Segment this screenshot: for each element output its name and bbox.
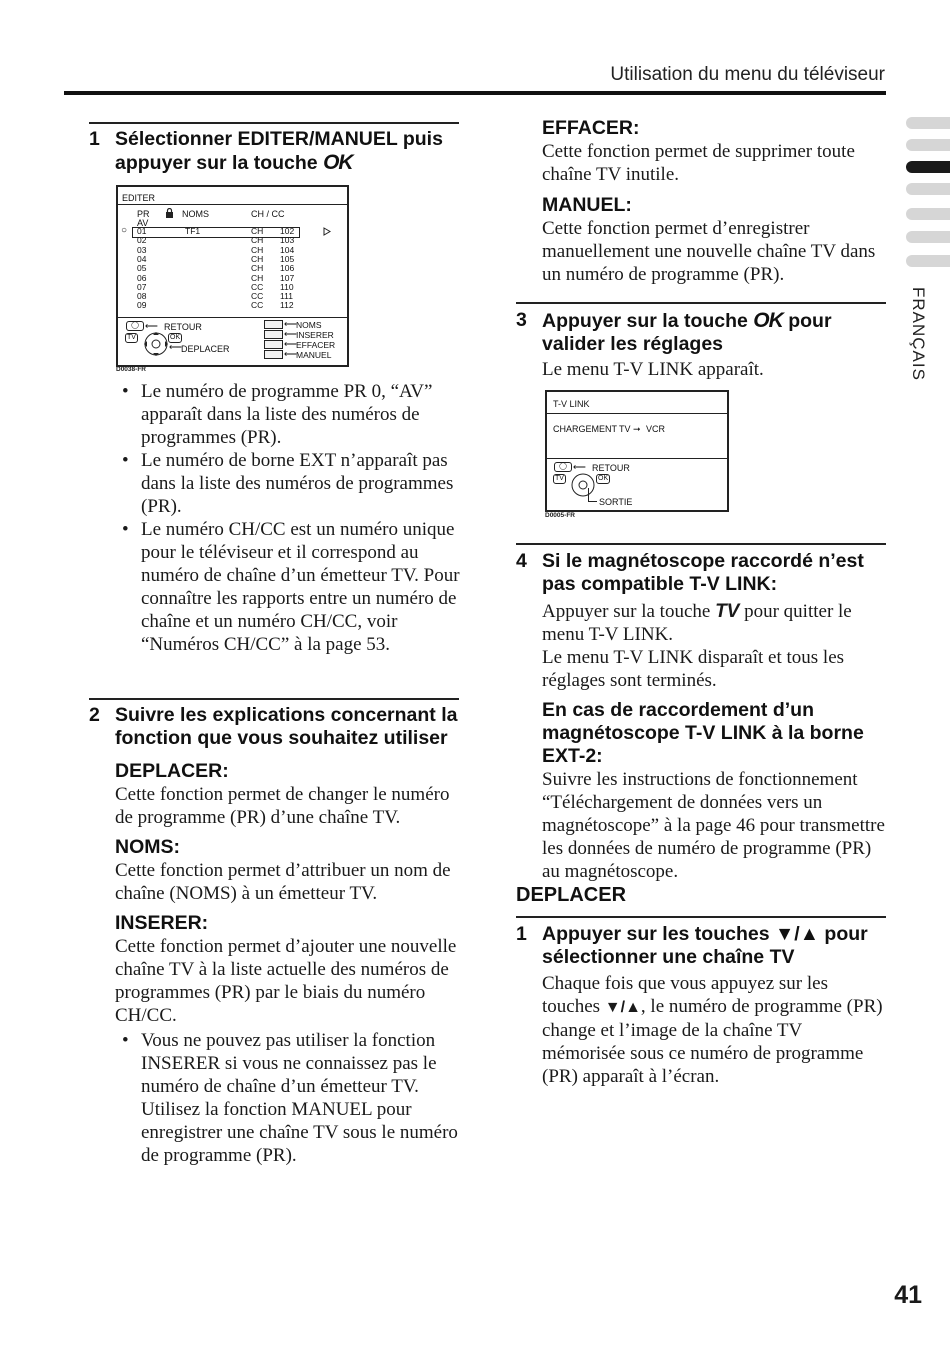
manuel-body: Cette fonction permet d’enregistrer manuellement une nouvelle chaîne TV dans un numéro de programme (PR).	[542, 218, 876, 285]
channel-cell: CH	[251, 244, 264, 255]
page-header-title: Utilisation du menu du téléviseur	[610, 64, 885, 85]
manuel-title: MANUEL:	[542, 194, 632, 216]
triangle-right-icon	[323, 227, 331, 238]
step-number: 1	[89, 127, 100, 150]
channel-cell: CH	[251, 272, 264, 283]
return-key-icon: ◯	[554, 462, 572, 472]
side-tab-bar	[906, 117, 950, 129]
legend-label: EFFACER	[296, 340, 336, 350]
color-key-swatch	[264, 350, 283, 359]
body-text: pour quitter le menu T-V LINK.	[542, 600, 852, 645]
channel-cell: CH	[251, 226, 264, 236]
page-number: 41	[894, 1281, 922, 1309]
channel-cell: 05	[137, 263, 147, 274]
vcr-label: VCR	[646, 424, 666, 434]
color-key-swatch	[264, 340, 283, 349]
step-4-section	[516, 543, 886, 883]
step-number: 4	[516, 549, 527, 572]
channel-cell: 112	[280, 300, 294, 311]
section-rule	[516, 916, 886, 918]
step-text: Appuyer sur la touche	[542, 309, 754, 332]
deplacer-heading: DEPLACER	[516, 884, 627, 906]
ok-key-glyph: OK	[753, 308, 783, 332]
header-rule	[64, 91, 886, 95]
arrow-left-icon: ⟵	[145, 321, 158, 331]
tv-key-glyph: TV	[715, 600, 740, 622]
arrow-right-icon: ➞	[633, 424, 641, 434]
section-rule	[516, 302, 886, 304]
bullet-item: • Le numéro CH/CC est un numéro unique pour le téléviseur et il correspond au numéro de chaîne d’un émetteur TV. Pour connaître les rapports entre un numéro de chaîne et un numéro CH/CC, voir “Numéros CH/CC” à la page 53.	[115, 518, 460, 656]
step-4-body	[542, 600, 886, 646]
step-number: 3	[516, 308, 527, 331]
bullet-list	[115, 380, 460, 656]
legend-label: MANUEL	[296, 350, 332, 360]
inserer-body: Cette fonction permet d’ajouter une nouvelle chaîne TV à la liste actuelle des numéros de programmes (PR) par le biais du numéro CH/CC.	[115, 935, 457, 1026]
inserer-title: INSERER:	[115, 911, 209, 934]
down-up-keys-glyph: ▼/▲	[604, 998, 641, 1016]
language-label: FRANÇAIS	[909, 287, 928, 381]
sortie-label: SORTIE	[599, 497, 633, 507]
channel-cell: CC	[251, 281, 264, 292]
body-text: Appuyer sur la touche	[542, 600, 716, 622]
tv-label: TV	[619, 424, 631, 434]
channel-cell: 111	[280, 291, 293, 302]
circle-cursor-icon: ○	[121, 225, 128, 236]
side-tab-bar	[906, 139, 950, 151]
dpad-icon	[570, 470, 596, 502]
av-row-label: AV	[137, 218, 149, 228]
bullet-item: • Le numéro de programme PR 0, “AV” apparaît dans la liste des numéros de programmes (PR).	[115, 380, 460, 449]
column-header-names: NOMS	[182, 209, 209, 219]
section-rule	[89, 122, 459, 124]
step-3-body: Le menu T-V LINK apparaît.	[542, 358, 764, 380]
chargement-label: CHARGEMENT	[553, 424, 618, 434]
step-4-body-2: Le menu T-V LINK disparaît et tous les réglages sont terminés.	[542, 646, 845, 691]
step-3-section	[516, 302, 886, 381]
step-2-section	[89, 698, 459, 1167]
channel-cell: 104	[280, 244, 295, 255]
channel-cell: CH	[251, 253, 264, 264]
color-key-swatch	[264, 320, 283, 329]
step-text: Si le magnétoscope raccordé n’est pas compatible T-V LINK:	[542, 549, 864, 595]
step-text: Appuyer sur les touches	[542, 922, 775, 945]
left-column	[89, 122, 459, 175]
ok-key-icon: OK	[170, 334, 181, 341]
step-text: pour valider les réglages	[542, 309, 832, 355]
tvlink-menu-screen	[545, 390, 729, 512]
step-text: Sélectionner EDITER/MANUEL puis appuyer sur la touche	[115, 127, 443, 174]
side-tab-bar	[906, 208, 950, 220]
step-text: Suivre les explications concernant la fonction que vous souhaitez utiliser	[115, 703, 458, 749]
retour-label: RETOUR	[164, 322, 202, 332]
channel-cell: 105	[280, 253, 295, 264]
column-header-chcc: CH / CC	[251, 209, 285, 219]
body-text: Chaque fois que vous appuyez sur les touches	[542, 972, 828, 1017]
color-key-swatch	[264, 330, 283, 339]
channel-cell: CC	[251, 300, 264, 311]
channel-cell: 01	[137, 226, 147, 236]
effacer-title: EFFACER:	[542, 117, 640, 139]
channel-cell: 08	[137, 291, 147, 302]
arrow-left-icon: ⟵	[284, 319, 297, 329]
channel-cell: 07	[137, 281, 147, 292]
deplacer-section	[516, 884, 886, 1088]
step-number: 1	[516, 922, 527, 945]
figure-code: D0038-FR	[116, 366, 146, 373]
channel-cell: 110	[280, 281, 294, 292]
ext2-body: Suivre les instructions de fonctionnement “Téléchargement de données vers un magnétoscope” à la page 46 pour transmettre les données de numéro de programme (PR) au magnétoscope.	[542, 768, 885, 882]
ok-key-glyph: OK	[323, 150, 353, 174]
column-header-pr: PR	[137, 209, 150, 219]
deplacer-body: Cette fonction permet de changer le numéro de programme (PR) d’une chaîne TV.	[115, 783, 450, 828]
step-3-heading	[516, 309, 886, 356]
channel-cell: 04	[137, 253, 147, 264]
side-tab-bar	[906, 231, 950, 243]
channel-cell: 107	[280, 272, 295, 283]
arrow-left-icon: ⟵	[284, 329, 297, 339]
channel-cell: CC	[251, 291, 264, 302]
effacer-body: Cette fonction permet de supprimer toute chaîne TV inutile.	[542, 141, 855, 185]
lock-icon	[165, 208, 174, 220]
step-2-heading	[89, 704, 459, 750]
bullet-list	[115, 1029, 459, 1167]
return-key-icon: ◯	[126, 321, 144, 331]
dpad-icon	[143, 329, 169, 361]
retour-label: RETOUR	[592, 463, 630, 473]
noms-title: NOMS:	[115, 835, 180, 858]
bullet-item: • Vous ne pouvez pas utiliser la fonction INSERER si vous ne connaissez pas le numéro de chaîne d’un émetteur TV. Utilisez la fonction MANUEL pour enregistrer une chaîne TV sous le numéro de programme (PR).	[115, 1029, 459, 1167]
deplacer-title: DEPLACER:	[115, 759, 229, 782]
legend-label: INSERER	[296, 330, 334, 340]
step-1-heading	[89, 128, 459, 175]
screen-title: EDITER	[122, 193, 156, 203]
channel-cell: 103	[280, 235, 295, 246]
side-tab-bar-active	[906, 161, 950, 173]
channel-cell: TF1	[185, 226, 201, 236]
screen-title: T-V LINK	[553, 399, 590, 409]
channel-cell: 106	[280, 263, 295, 274]
body-text: , le numéro de programme (PR) change et l’image de la chaîne TV mémorisée sous ce numéro de programme (PR) apparaît à l’écran.	[542, 995, 883, 1087]
noms-body: Cette fonction permet d’attribuer un nom de chaîne (NOMS) à un émetteur TV.	[115, 859, 451, 904]
right-top-section	[542, 117, 887, 286]
tv-key-icon: TV	[555, 475, 564, 482]
figure-code: D0005-FR	[545, 512, 575, 519]
step-text: pour sélectionner une chaîne TV	[542, 922, 868, 968]
editer-menu-screen	[116, 185, 349, 367]
side-tab-bar	[906, 255, 950, 267]
tv-key-icon: TV	[127, 334, 136, 341]
channel-cell: CH	[251, 235, 264, 246]
channel-cell: 03	[137, 244, 147, 255]
step-number: 2	[89, 703, 100, 726]
channel-cell: 02	[137, 235, 147, 246]
deplacer-step-1-body	[516, 972, 886, 1088]
section-rule	[89, 698, 459, 700]
deplacer-step-1-heading	[516, 923, 886, 969]
legend-label: NOMS	[296, 320, 322, 330]
arrow-left-icon: ⟵	[284, 339, 297, 349]
channel-cell: 06	[137, 272, 147, 283]
arrow-left-icon: ⟵	[169, 342, 182, 352]
ext2-title: En cas de raccordement d’un magnétoscope T-V LINK à la borne EXT-2:	[542, 698, 864, 767]
channel-cell: CH	[251, 263, 264, 274]
down-up-keys-glyph: ▼/▲	[774, 922, 820, 945]
bullet-item: • Le numéro de borne EXT n’apparaît pas dans la liste des numéros de programmes (PR).	[115, 449, 460, 518]
arrow-left-icon: ⟵	[284, 349, 297, 359]
deplacer-label: DEPLACER	[181, 344, 230, 354]
left-bullets-1	[115, 380, 460, 656]
ok-key-icon: OK	[598, 475, 609, 482]
step-4-heading	[516, 550, 886, 596]
channel-cell: 102	[280, 226, 295, 236]
selected-row-highlight	[132, 227, 300, 238]
side-tab-bar	[906, 183, 950, 195]
channel-cell: 09	[137, 300, 147, 311]
arrow-left-icon: ⟵	[573, 462, 586, 472]
section-rule	[516, 543, 886, 545]
